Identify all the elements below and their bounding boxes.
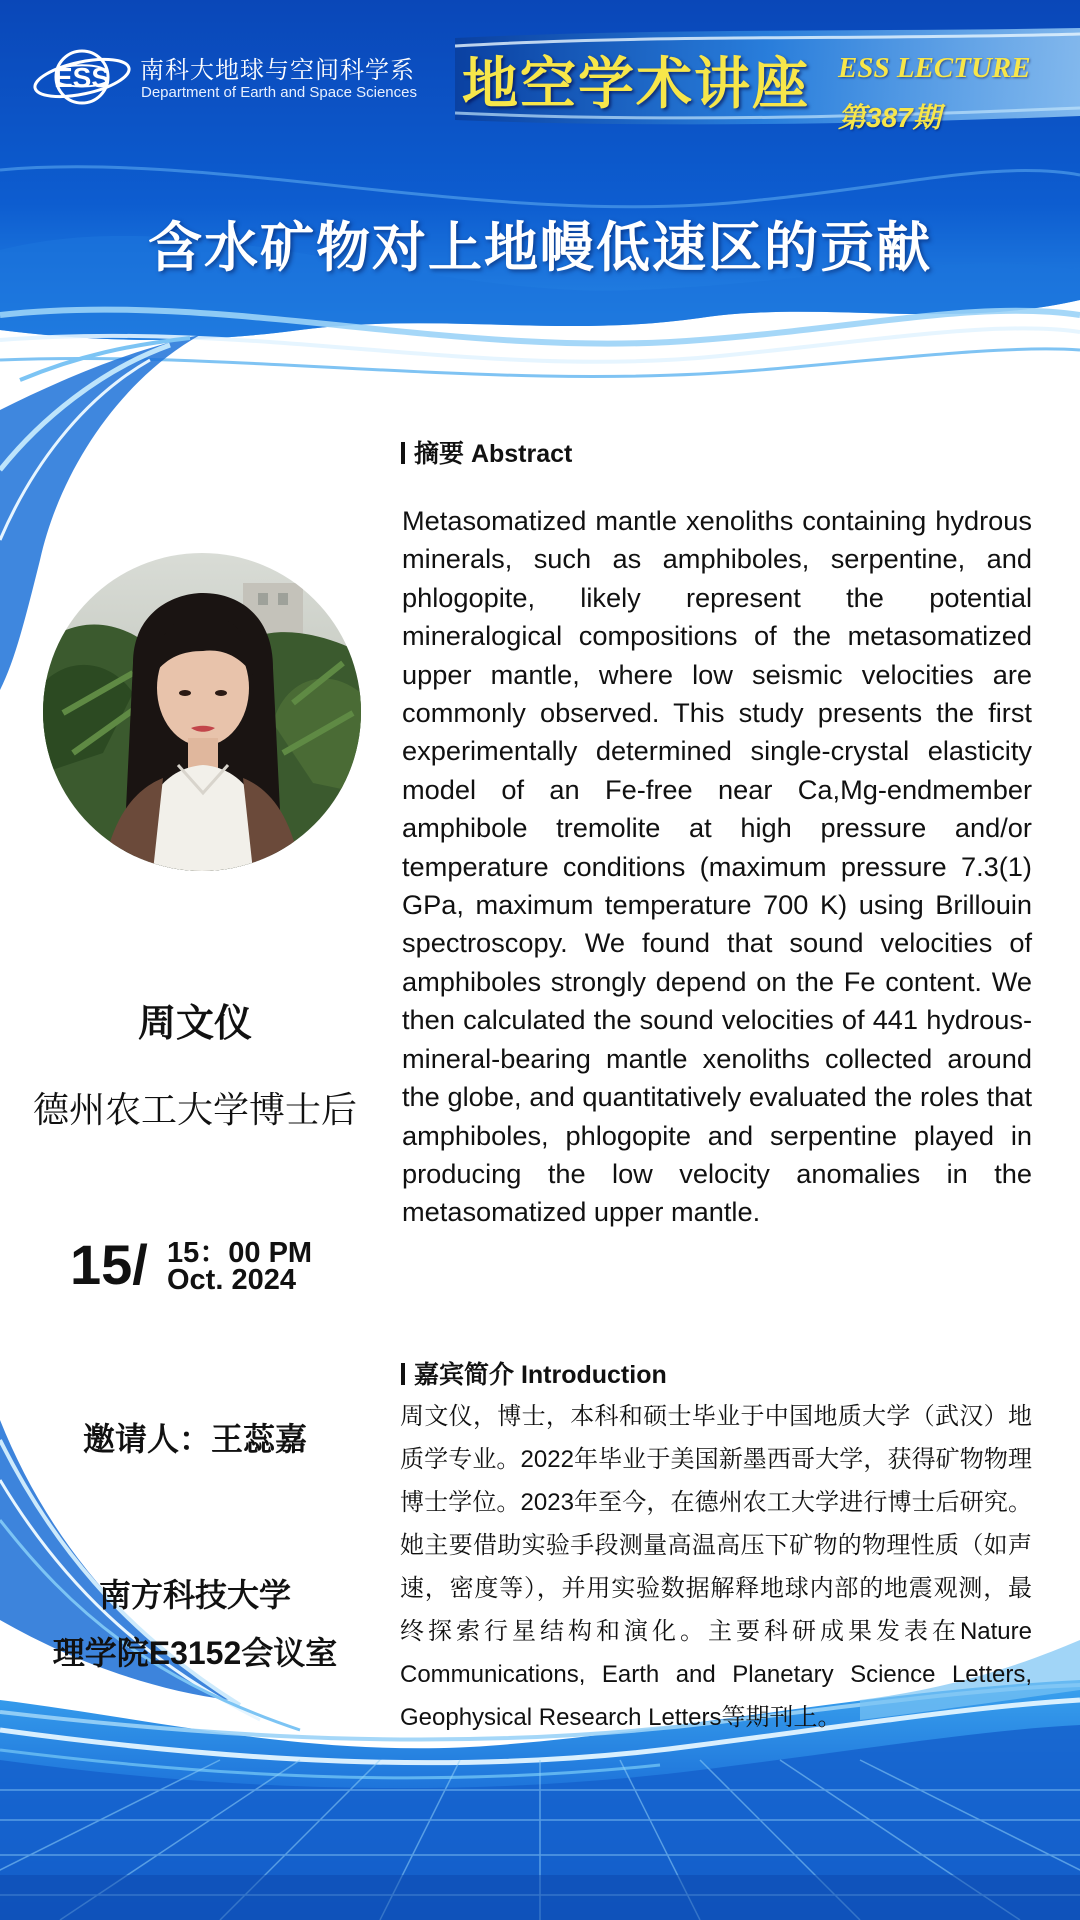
- date-month-year: Oct. 2024: [167, 1264, 296, 1296]
- date-day: 15/: [70, 1233, 148, 1296]
- heading-bar-icon: [401, 442, 405, 464]
- venue-line-2: 理学院E3152会议室: [52, 1635, 338, 1671]
- speaker-affiliation: 德州农工大学博士后: [32, 1089, 357, 1130]
- abstract-text: Metasomatized mantle xenoliths containing hydrous minerals, such as amphiboles, serpentine, and phlogopite, likely represent the potential mineralogical compositions of the metasomatized upper mantle, where low seismic velocities are commonly observed. This study presents the first experimentally determined single-crystal elasticity model of an Fe-free near Ca,Mg-endmember amphibole tremolite at high pressure and/or temperature conditions (maximum pressure 7.3(1) GPa, maximum temperature 700 K) using Brillouin spectroscopy. We found that sound velocities of amphiboles strongly depend on the Fe content. We then calculated the sound velocities of 441 hydrous-mineral-bearing mantle xenoliths collected around the globe, and quantitatively evaluated the roles that amphiboles, phlogopite and serpentine played in producing the low velocity anomalies in the metasomatized upper mantle.: [402, 505, 1032, 1228]
- date-time: 15：00 PM: [167, 1237, 313, 1269]
- venue-line-1: 南方科技大学: [98, 1577, 291, 1613]
- heading-bar-icon: [401, 1363, 405, 1385]
- department-logo-group: [30, 44, 440, 114]
- lecture-series-title-cn: 地空学术讲座: [462, 51, 810, 117]
- abstract-heading: [401, 434, 572, 470]
- department-name-en: Department of Earth and Space Sciences: [141, 84, 417, 101]
- issue-number: 第387期: [838, 102, 941, 133]
- department-name-cn: 南科大地球与空间科学系: [140, 57, 415, 84]
- host-name: 邀请人：王蕊嘉: [82, 1421, 307, 1457]
- speaker-portrait: [43, 553, 361, 871]
- ess-globe-logo: [30, 44, 134, 110]
- introduction-heading-label: 嘉宾简介 Introduction: [414, 1361, 667, 1389]
- abstract-heading-label: 摘要 Abstract: [414, 440, 573, 468]
- talk-title: 含水矿物对上地幔低速区的贡献: [148, 218, 932, 278]
- speaker-name: 周文仪: [137, 1003, 252, 1045]
- lecture-series-title-en: ESS LECTURE: [838, 52, 1031, 84]
- logo-ess-text: ESS: [53, 62, 111, 93]
- introduction-heading: [401, 1355, 667, 1391]
- introduction-text: 周文仪，博士，本科和硕士毕业于中国地质大学（武汉）地质学专业。2022年毕业于美国新墨西哥大学，获得矿物物理博士学位。2023年至今，在德州农工大学进行博士后研究。她主要借助实验手段测量高温高压下矿物的物理性质（如声速，密度等），并用实验数据解释地球内部的地震观测，最终探索行星结构和演化。主要科研成果发表在Nature Communications, Earth and Planetary Science Letters, Geophysical Research Letters等期刊上。: [400, 1403, 1032, 1731]
